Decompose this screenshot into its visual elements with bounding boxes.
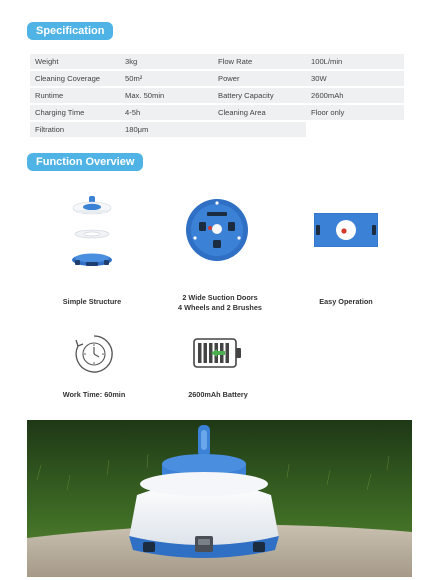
specification-heading: Specification [27, 22, 113, 40]
feature-caption: Easy Operation [319, 297, 373, 306]
spec-label: Power [213, 71, 306, 86]
table-row [30, 105, 404, 120]
pool-robot-photo [27, 420, 412, 577]
table-row [30, 88, 404, 103]
table-row [30, 54, 404, 69]
spec-value: Max. 50min [120, 88, 213, 103]
control-panel-icon [314, 213, 378, 247]
spec-label: Weight [30, 54, 120, 69]
spec-value [306, 122, 404, 137]
spec-label: Filtration [30, 122, 120, 137]
feature-caption: 2600mAh Battery [188, 390, 248, 399]
specification-table [30, 52, 404, 139]
feature-caption: Work Time: 60min [62, 390, 126, 399]
table-row [30, 122, 404, 137]
spec-value: 180μm [120, 122, 213, 137]
spec-label [213, 122, 306, 137]
spec-value: 3kg [120, 54, 213, 69]
caption-line: 4 Wheels and 2 Brushes [178, 302, 262, 312]
robot-bottom-icon [185, 198, 249, 262]
caption-line: 2 Wide Suction Doors [182, 293, 258, 302]
spec-value: 100L/min [306, 54, 404, 69]
spec-value: 2600mAh [306, 88, 404, 103]
exploded-robot-icon [64, 196, 120, 276]
spec-label: Charging Time [30, 105, 120, 120]
battery-icon [193, 337, 243, 369]
feature-caption: Simple Structure [62, 297, 122, 306]
spec-label: Cleaning Coverage [30, 71, 120, 86]
function-overview-heading: Function Overview [27, 153, 143, 171]
spec-label: Flow Rate [213, 54, 306, 69]
spec-label: Cleaning Area [213, 105, 306, 120]
spec-value: Floor only [306, 105, 404, 120]
spec-label: Battery Capacity [213, 88, 306, 103]
feature-caption [160, 293, 280, 312]
spec-value: 30W [306, 71, 404, 86]
table-row [30, 71, 404, 86]
spec-value: 50m² [120, 71, 213, 86]
spec-label: Runtime [30, 88, 120, 103]
spec-value: 4-5h [120, 105, 213, 120]
timer-cycle-icon [72, 332, 116, 376]
